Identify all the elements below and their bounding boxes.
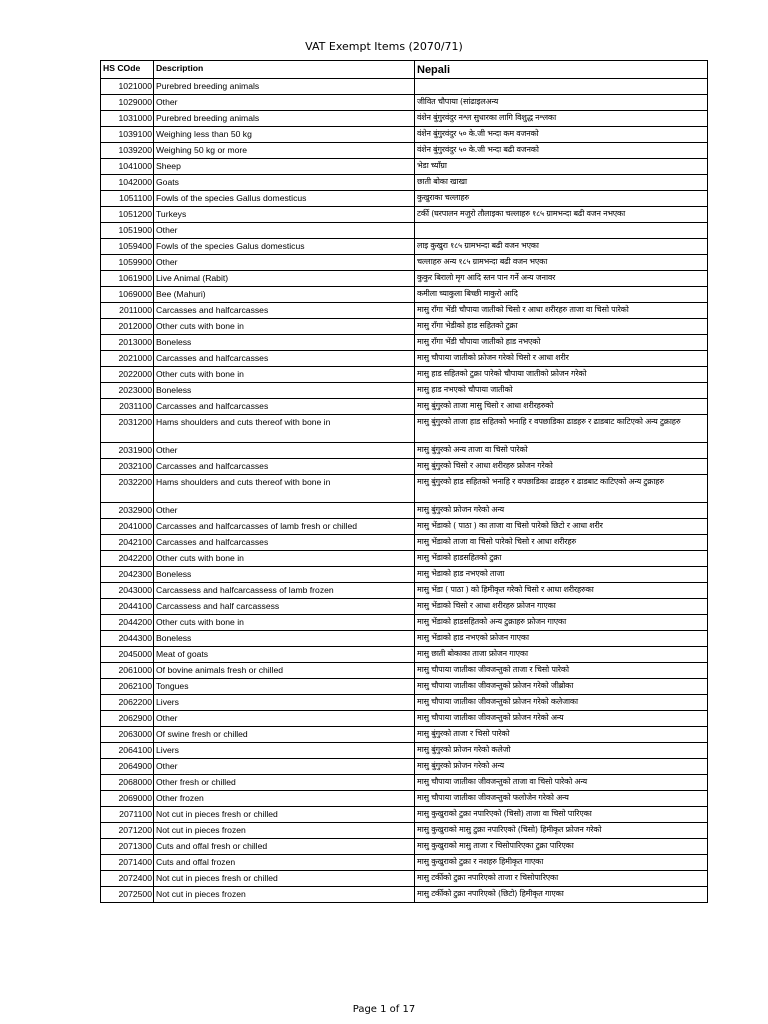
table-row xyxy=(101,711,708,727)
hs-code-cell: 2031100 xyxy=(101,399,154,415)
description-cell: Other frozen xyxy=(154,791,415,807)
table-row xyxy=(101,79,708,95)
table-row xyxy=(101,503,708,519)
nepali-cell: मासु टर्कीको टुक्रा नपारिएको (छिटो) हिमीकृत गाएका xyxy=(415,887,708,903)
hs-code-cell: 1069000 xyxy=(101,287,154,303)
nepali-cell: मासु कुखुराको मासु टुक्रा नपारिएको (चिसो) हिमीकृत फ्रोजन गरेको xyxy=(415,823,708,839)
description-cell: Purebred breeding animals xyxy=(154,111,415,127)
description-cell: Other xyxy=(154,443,415,459)
description-cell: Weighing less than 50 kg xyxy=(154,127,415,143)
nepali-cell: जीवित चौपाया (सांढाइलअन्य xyxy=(415,95,708,111)
nepali-cell: मासु टर्कीको टुक्रा नपारिएको ताजा र चिसोपारिएका xyxy=(415,871,708,887)
document-title: VAT Exempt Items (2070/71) xyxy=(305,40,463,53)
description-cell: Carcasses and halfcarcasses of lamb fresh or chilled xyxy=(154,519,415,535)
table-row xyxy=(101,207,708,223)
hs-code-cell: 2072400 xyxy=(101,871,154,887)
nepali-cell xyxy=(415,223,708,239)
nepali-cell: मासु बुंगुरको चिसो र आधा शरीरहरु फ्रोजन गरेको xyxy=(415,459,708,475)
description-cell: Purebred breeding animals xyxy=(154,79,415,95)
table-row xyxy=(101,871,708,887)
hs-code-cell: 2023000 xyxy=(101,383,154,399)
description-cell: Fowls of the species Galus domesticus xyxy=(154,239,415,255)
nepali-cell: मासु बुंगुरको ताजा हाड सहितको भनाहि र वपछाडिका ढाडहरु र ढाडबाट काटिएको अन्य टुक्राहरु xyxy=(415,415,708,443)
hs-code-cell: 2071400 xyxy=(101,855,154,871)
table-row xyxy=(101,647,708,663)
table-row xyxy=(101,695,708,711)
description-cell: Other cuts with bone in xyxy=(154,319,415,335)
table-row xyxy=(101,383,708,399)
nepali-cell: मासु बुंगुरको ताजा र चिसो पारेको xyxy=(415,727,708,743)
table-row xyxy=(101,551,708,567)
nepali-cell: टर्की (घरपालन मजुरो तौलाइका चल्लाहरु १८५ ग्रामभन्दा बढी वजन नभएका xyxy=(415,207,708,223)
table-row xyxy=(101,807,708,823)
description-cell: Tongues xyxy=(154,679,415,695)
hs-code-cell: 2072500 xyxy=(101,887,154,903)
nepali-cell: मासु चौपाया जातीका जीवजन्तुको फ्रोजन गरेको जीब्रोका xyxy=(415,679,708,695)
description-cell: Bee (Mahuri) xyxy=(154,287,415,303)
nepali-cell: छाती बोका खाखा xyxy=(415,175,708,191)
table-row xyxy=(101,775,708,791)
table-row xyxy=(101,415,708,443)
description-cell: Meat of goats xyxy=(154,647,415,663)
nepali-cell: मासु कुखुराको टुक्रा नपारिएको (चिसो) ताजा वा चिसो पारिएका xyxy=(415,807,708,823)
nepali-cell: वंशेन बुंगुरवंदुर ५० के.जी भन्दा कम वजनको xyxy=(415,127,708,143)
description-cell: Livers xyxy=(154,695,415,711)
nepali-cell: वंशेन बुंगुरवंदुर ५० के.जी भन्दा बढी वजनको xyxy=(415,143,708,159)
hs-code-cell: 2031900 xyxy=(101,443,154,459)
nepali-cell: मासु चौपाया जातीको फ्रोजन गरेको चिसो र आधा शरीर xyxy=(415,351,708,367)
description-cell: Boneless xyxy=(154,631,415,647)
table-row xyxy=(101,159,708,175)
hs-code-cell: 2032900 xyxy=(101,503,154,519)
description-cell: Not cut in pieces frozen xyxy=(154,887,415,903)
table-row xyxy=(101,727,708,743)
nepali-cell: मासु कुखुराको मासु ताजा र चिसोपारिएका टुक्रा पारिएका xyxy=(415,839,708,855)
table-row xyxy=(101,615,708,631)
hs-code-cell: 1051900 xyxy=(101,223,154,239)
nepali-cell: कुकुर बिरालो मृग आदि स्तन पान गर्ने अन्य जनावर xyxy=(415,271,708,287)
hs-code-cell: 2071300 xyxy=(101,839,154,855)
nepali-cell: मासु भेंडाको हाड नभएको फ्रोजन गाएका xyxy=(415,631,708,647)
nepali-cell: मासु बुंगुरको अन्य ताजा वा चिसो पारेको xyxy=(415,443,708,459)
nepali-cell: मासु भेंडाको ताजा वा चिसो पारेको चिसो र आधा शरीरहरु xyxy=(415,535,708,551)
vat-exempt-table xyxy=(100,60,708,903)
description-cell: Of bovine animals fresh or chilled xyxy=(154,663,415,679)
description-cell: Live Animal (Rabit) xyxy=(154,271,415,287)
description-cell: Other cuts with bone in xyxy=(154,551,415,567)
table-row xyxy=(101,303,708,319)
description-cell: Weighing 50 kg or more xyxy=(154,143,415,159)
hs-code-cell: 2063000 xyxy=(101,727,154,743)
hs-code-cell: 2062900 xyxy=(101,711,154,727)
table-row xyxy=(101,271,708,287)
table-row xyxy=(101,583,708,599)
table-row xyxy=(101,127,708,143)
nepali-cell: मासु चौपाया जातीका जीवजन्तुको फ्रोजन गरेको कलेजाका xyxy=(415,695,708,711)
description-cell: Carcasses and halfcarcasses xyxy=(154,535,415,551)
description-cell: Boneless xyxy=(154,383,415,399)
table-row xyxy=(101,287,708,303)
hs-code-cell: 2012000 xyxy=(101,319,154,335)
table-row xyxy=(101,759,708,775)
description-cell: Not cut in pieces fresh or chilled xyxy=(154,807,415,823)
hs-code-cell: 2042300 xyxy=(101,567,154,583)
nepali-cell: भेडा च्याँग्रा xyxy=(415,159,708,175)
table-row xyxy=(101,239,708,255)
description-cell: Fowls of the species Gallus domesticus xyxy=(154,191,415,207)
nepali-cell: मासु चौपाया जातीका जीवजन्तुको फलोजेन गरेको अन्य xyxy=(415,791,708,807)
description-cell: Carcasses and halfcarcasses xyxy=(154,399,415,415)
nepali-cell: मासु भेंडाको ( पाठा ) का ताजा वा चिसो पारेको छिटो र आधा शरीर xyxy=(415,519,708,535)
hs-code-cell: 2013000 xyxy=(101,335,154,351)
description-cell: Cuts and offal fresh or chilled xyxy=(154,839,415,855)
table-row xyxy=(101,567,708,583)
description-cell: Carcasses and halfcarcasses xyxy=(154,351,415,367)
description-cell: Cuts and offal frozen xyxy=(154,855,415,871)
hs-code-cell: 2064900 xyxy=(101,759,154,775)
nepali-cell: मासु भेडाको हाड नभएको ताजा xyxy=(415,567,708,583)
nepali-cell: मासु चौपाया जातीका जीवजन्तुको ताजा र चिसो पारेको xyxy=(415,663,708,679)
hs-code-cell: 1039100 xyxy=(101,127,154,143)
hs-code-cell: 2071200 xyxy=(101,823,154,839)
table-row xyxy=(101,887,708,903)
description-cell: Not cut in pieces fresh or chilled xyxy=(154,871,415,887)
hs-code-cell: 2032200 xyxy=(101,475,154,503)
description-cell: Other xyxy=(154,95,415,111)
hs-code-cell: 2062100 xyxy=(101,679,154,695)
table-row xyxy=(101,475,708,503)
description-cell: Boneless xyxy=(154,335,415,351)
nepali-cell: मासु भेंडा ( पाठा ) को हिमीकृत गरेको चिसो र आधा शरीरहरुका xyxy=(415,583,708,599)
hs-code-cell: 2064100 xyxy=(101,743,154,759)
table-row xyxy=(101,255,708,271)
description-cell: Other xyxy=(154,255,415,271)
description-cell: Other cuts with bone in xyxy=(154,615,415,631)
hs-code-cell: 2044300 xyxy=(101,631,154,647)
nepali-cell: मासु भेंडाको चिसो र आधा शरीरहरु फ्रोजन गाएका xyxy=(415,599,708,615)
hs-code-cell: 1029000 xyxy=(101,95,154,111)
description-cell: Not cut in pieces frozen xyxy=(154,823,415,839)
description-cell: Turkeys xyxy=(154,207,415,223)
hs-code-cell: 1059400 xyxy=(101,239,154,255)
table-row xyxy=(101,95,708,111)
description-cell: Carcasses and halfcarcasses xyxy=(154,303,415,319)
nepali-cell: मासु छाती बोकाका ताजा फ्रोजन गाएका xyxy=(415,647,708,663)
description-cell: Hams shoulders and cuts thereof with bone in xyxy=(154,475,415,503)
description-cell: Boneless xyxy=(154,567,415,583)
description-cell: Livers xyxy=(154,743,415,759)
nepali-cell: मासु भेंडाको हाडसहितको टुक्रा xyxy=(415,551,708,567)
nepali-cell: मासु राँगा भेंडी चौपाया जातीको चिसो र आधा शरीरहरु ताजा वा चिसो पारेको xyxy=(415,303,708,319)
table-row xyxy=(101,111,708,127)
description-cell: Sheep xyxy=(154,159,415,175)
hs-code-cell: 2032100 xyxy=(101,459,154,475)
table-row xyxy=(101,351,708,367)
nepali-cell: मासु चौपाया जातीका जीवजन्तुको फ्रोजन गरेको अन्य xyxy=(415,711,708,727)
hs-code-cell: 2021000 xyxy=(101,351,154,367)
nepali-cell: मासु बुंगुरको फ्रोजन गरेको कलेजो xyxy=(415,743,708,759)
description-cell: Of swine fresh or chilled xyxy=(154,727,415,743)
description-cell: Other xyxy=(154,759,415,775)
hs-code-cell: 2071100 xyxy=(101,807,154,823)
description-cell: Other xyxy=(154,711,415,727)
hs-code-cell: 2061000 xyxy=(101,663,154,679)
hs-code-cell: 1051100 xyxy=(101,191,154,207)
hs-code-cell: 2062200 xyxy=(101,695,154,711)
table-row xyxy=(101,223,708,239)
description-cell: Hams shoulders and cuts thereof with bone in xyxy=(154,415,415,443)
table-row xyxy=(101,663,708,679)
hs-code-cell: 1039200 xyxy=(101,143,154,159)
hs-code-cell: 2045000 xyxy=(101,647,154,663)
hs-code-cell: 2011000 xyxy=(101,303,154,319)
hs-code-cell: 1041000 xyxy=(101,159,154,175)
hs-code-cell: 1031000 xyxy=(101,111,154,127)
table-row xyxy=(101,443,708,459)
nepali-cell: मासु बुंगुरको फ्रोजन गरेको अन्य xyxy=(415,759,708,775)
hs-code-cell: 1021000 xyxy=(101,79,154,95)
nepali-cell: मासु हाड नभएको चौपाया जातीको xyxy=(415,383,708,399)
nepali-cell: मासु राँगा भेडीको हाड सहितको टुक्रा xyxy=(415,319,708,335)
hs-code-cell: 2041000 xyxy=(101,519,154,535)
nepali-cell: मासु बुंगुरको फ्रोजन गरेको अन्य xyxy=(415,503,708,519)
description-cell: Goats xyxy=(154,175,415,191)
hs-code-cell: 2044100 xyxy=(101,599,154,615)
nepali-cell: कुखुराका चल्लाहरु xyxy=(415,191,708,207)
nepali-cell: मासु हाड सहितको टुक्रा पारेको चौपाया जातीको फ्रोजन गरेको xyxy=(415,367,708,383)
hs-code-cell: 2031200 xyxy=(101,415,154,443)
hs-code-cell: 1061900 xyxy=(101,271,154,287)
table-row xyxy=(101,679,708,695)
page-footer: Page 1 of 17 xyxy=(352,1004,416,1015)
table-row xyxy=(101,519,708,535)
table-row xyxy=(101,175,708,191)
hs-code-cell: 1051200 xyxy=(101,207,154,223)
header-hs-code: HS COde xyxy=(101,61,154,79)
nepali-cell: वंशेन बुंगुरवंदुर नश्ल सुधारका लागि विशुद्ध नश्लका xyxy=(415,111,708,127)
table-row xyxy=(101,459,708,475)
table-body xyxy=(101,79,708,903)
hs-code-cell: 2043000 xyxy=(101,583,154,599)
table-row xyxy=(101,791,708,807)
description-cell: Other xyxy=(154,503,415,519)
table-row xyxy=(101,855,708,871)
table-header-row xyxy=(101,61,708,79)
description-cell: Other xyxy=(154,223,415,239)
hs-code-cell: 2022000 xyxy=(101,367,154,383)
nepali-cell: मासु चौपाया जातीका जीवजन्तुको ताजा वा चिसो पारेको अन्य xyxy=(415,775,708,791)
description-cell: Carcasses and halfcarcasses xyxy=(154,459,415,475)
nepali-cell: मासु कुखुराको टुक्रा र नशहरु हिमीकृत गाएका xyxy=(415,855,708,871)
table-row xyxy=(101,631,708,647)
nepali-cell: मासु बुंगुरको ताजा मासु चिसो र आधा शरीरहरुको xyxy=(415,399,708,415)
table-row xyxy=(101,839,708,855)
hs-code-cell: 2042100 xyxy=(101,535,154,551)
table-row xyxy=(101,743,708,759)
nepali-cell: मासु राँगा भेंडी चौपाया जातीको हाड नभएको xyxy=(415,335,708,351)
nepali-cell: कमीला च्याकुला बिच्छी माकुरो आदि xyxy=(415,287,708,303)
description-cell: Other fresh or chilled xyxy=(154,775,415,791)
hs-code-cell: 2068000 xyxy=(101,775,154,791)
table-row xyxy=(101,599,708,615)
hs-code-cell: 2042200 xyxy=(101,551,154,567)
table-row xyxy=(101,319,708,335)
nepali-cell: मासु बुंगुरको हाड सहितको भनाहि र वपछाडिका ढाडहरु र ढाडबाट काटिएको अन्य टुक्राहरु xyxy=(415,475,708,503)
table-row xyxy=(101,143,708,159)
nepali-cell xyxy=(415,79,708,95)
nepali-cell: लाइ कुखुरा १८५ ग्रामभन्दा बढी वजन भएका xyxy=(415,239,708,255)
header-nepali: Nepali xyxy=(415,61,708,79)
hs-code-cell: 1042000 xyxy=(101,175,154,191)
table-row xyxy=(101,823,708,839)
description-cell: Carcassess and half carcassess xyxy=(154,599,415,615)
hs-code-cell: 2069000 xyxy=(101,791,154,807)
hs-code-cell: 1059900 xyxy=(101,255,154,271)
table-row xyxy=(101,191,708,207)
table-row xyxy=(101,399,708,415)
nepali-cell: मासु भेंडाको हाडसहितको अन्य टुक्राहरु फ्रोजन गाएका xyxy=(415,615,708,631)
table-row xyxy=(101,335,708,351)
description-cell: Other cuts with bone in xyxy=(154,367,415,383)
table-row xyxy=(101,535,708,551)
nepali-cell: चल्लाहरु अन्य १८५ ग्रामभन्दा बढी वजन भएका xyxy=(415,255,708,271)
header-description: Description xyxy=(154,61,415,79)
table-row xyxy=(101,367,708,383)
hs-code-cell: 2044200 xyxy=(101,615,154,631)
description-cell: Carcassess and halfcarcassess of lamb frozen xyxy=(154,583,415,599)
